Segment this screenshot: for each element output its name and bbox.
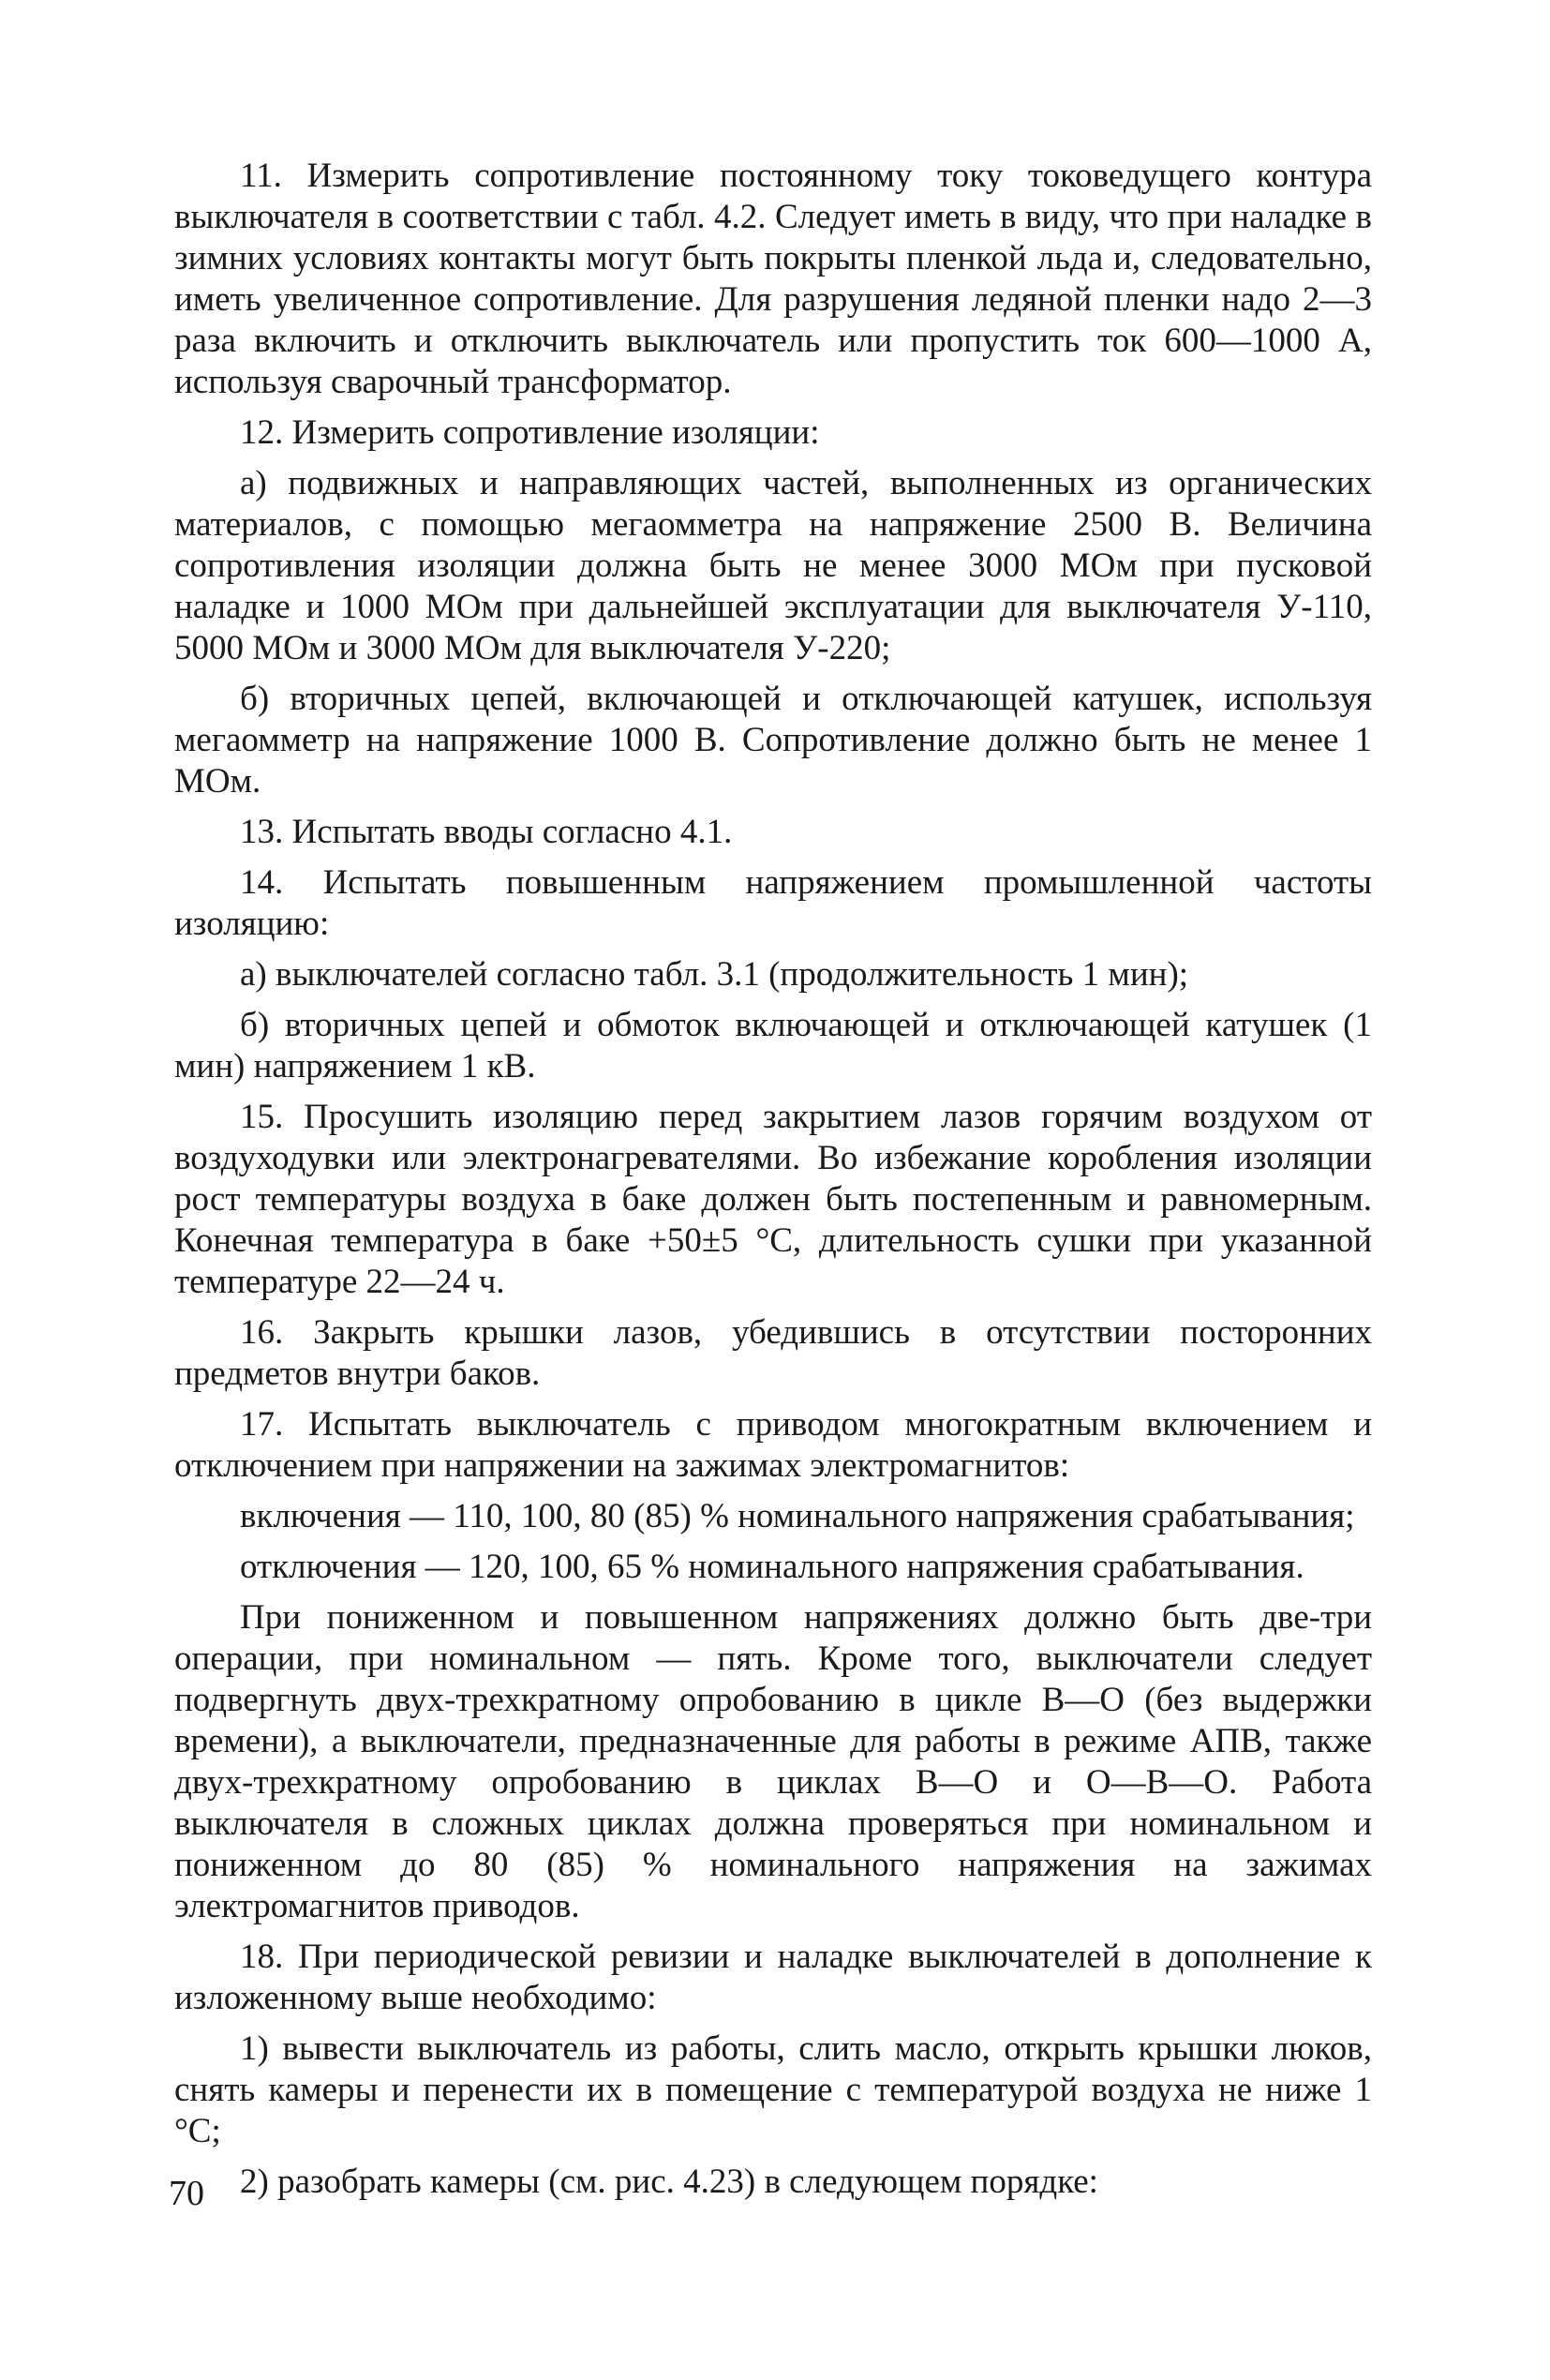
paragraph-12: 12. Измерить сопротивление изоляции: — [240, 413, 820, 452]
paragraph-14: 14. Испытать повышенным напряжением промышленной частоты изоляцию: — [174, 863, 1372, 943]
paragraph-18-2: 2) разобрать камеры (см. рис. 4.23) в следующем порядке: — [240, 2163, 1098, 2201]
paragraph-18-1: 1) вывести выключатель из работы, слить масло, открыть крышки люков, снять камеры и перенести их в помещение с температурой воздуха не ниже 1 °С; — [174, 2029, 1372, 2150]
paragraph-17: 17. Испытать выключатель с приводом многократным включением и отключением при напряжении на зажимах электромагнитов: — [174, 1405, 1372, 1485]
paragraph-14a: а) выключателей согласно табл. 3.1 (продолжительность 1 мин); — [240, 955, 1189, 994]
paragraph-11: 11. Измерить сопротивление постоянному току токоведущего контура выключателя в соответствии с табл. 4.2. Следует иметь в виду, что при наладке в зимних условиях контакты могут быть покрыты пленкой льда и, следовательно, иметь увеличенное сопротивление. Для разрушения ледяной пленки надо 2—3 раза включить и отключить выключатель или пропустить ток 600—1000 А, используя сварочный трансформатор. — [174, 157, 1372, 401]
paragraph-14b: б) вторичных цепей и обмоток включающей и отключающей катушек (1 мин) напряжением 1 кВ. — [174, 1006, 1372, 1085]
paragraph-12b: б) вторичных цепей, включающей и отключающей катушек, используя мегаомметр на напряжение 1000 В. Сопротивление должно быть не менее 1 МОм. — [174, 680, 1372, 801]
paragraph-15: 15. Просушить изоляцию перед закрытием лазов горячим воздухом от воздуходувки или электронагревателями. Во избежание коробления изоляции рост температуры воздуха в баке должен быть постепенным и равномерным. Конечная температура в баке +50±5 °С, длительность сушки при указанной температуре 22—24 ч. — [174, 1098, 1372, 1301]
paragraph-17-switch-off: отключения — 120, 100, 65 % номинального напряжения срабатывания. — [240, 1548, 1304, 1586]
body-text — [174, 156, 1372, 2212]
paragraph-17-switch-on: включения — 110, 100, 80 (85) % номинального напряжения срабатывания; — [240, 1497, 1355, 1535]
page-number: 70 — [169, 2174, 204, 2213]
paragraph-16: 16. Закрыть крышки лазов, убедившись в отсутствии посторонних предметов внутри баков. — [174, 1313, 1372, 1393]
paragraph-17-notes: При пониженном и повышенном напряжениях должно быть две-три операции, при номинальном — пять. Кроме того, выключатели следует подвергнуть двух-трехкратному опробованию в цикле В—О (без выдержки времени), а выключатели, предназначенные для работы в режиме АПВ, также двух-трехкратному опробованию в циклах В—О и О—В—О. Работа выключателя в сложных циклах должна проверяться при номинальном и пониженном до 80 (85) % номинального напряжения на зажимах электромагнитов приводов. — [174, 1598, 1372, 1925]
paragraph-12a: а) подвижных и направляющих частей, выполненных из органических материалов, с помощью мегаомметра на напряжение 2500 В. Величина сопротивления изоляции должна быть не менее 3000 МОм при пусковой наладке и 1000 МОм при дальнейшей эксплуатации для выключателя У-110, 5000 МОм и 3000 МОм для выключателя У-220; — [174, 464, 1372, 667]
paragraph-13: 13. Испытать вводы согласно 4.1. — [240, 813, 733, 851]
paragraph-18: 18. При периодической ревизии и наладке выключателей в дополнение к изложенному выше необходимо: — [174, 1938, 1372, 2017]
